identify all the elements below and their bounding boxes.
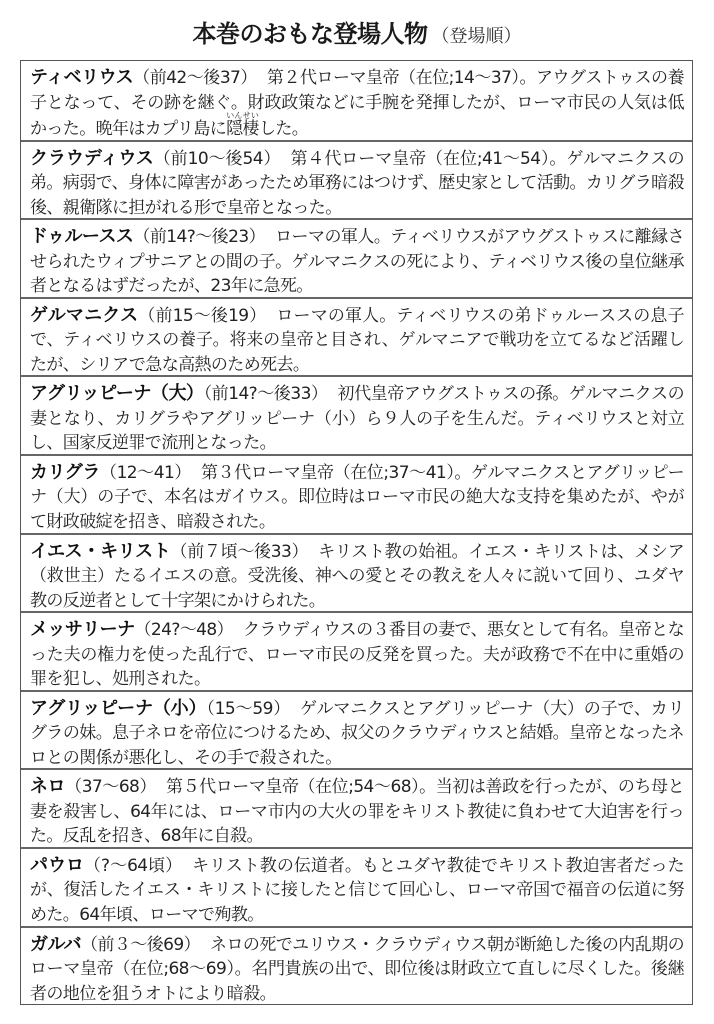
character-description: ネロの死でユリウス・クラウディウス朝が断絶した後の内乱期のローマ皇帝（在位;68〜69）。名門貴族の出で、即位後は財政立て直しに尽くした。後継者の地位を狙うオトにより暗殺。 [30,934,684,1004]
character-entry-nero [21,768,692,847]
character-entry-caligula [21,454,692,533]
character-dates: （37〜68） [65,777,157,798]
character-description: キリスト教の伝道者。もとユダヤ教徒でキリスト教迫害者だったが、復活したイエス・キリストに接したと信じて回心し、ローマ帝国で福音の伝道に努めた。64年頃、ローマで殉教。 [30,855,685,925]
description-text: した。 [258,118,309,139]
character-dates: （前42〜後37） [133,68,257,88]
description-text: 第２代ローマ皇帝（在位;14〜37）。アウグストゥスの養子となって、その跡を継ぐ。財政政策などに手腕を発揮したが、ローマ市民の人気は低かった。晩年はカプリ島に [30,68,684,139]
character-entry-agrippina-elder [21,375,692,454]
ruby-base: 隠棲 [226,118,259,139]
character-description: キリスト教の始祖。イエス・キリストは、メシア（救世主）たるイエスの意。受洗後、神への愛とその教えを人々に説いて回り、ユダヤ教の反逆者として十字架にかけられた。 [30,541,684,611]
page-title: 本巻のおもな登場人物 [192,20,428,48]
character-name: ティベリウス [30,67,134,88]
character-name: アグリッピーナ（小） [30,697,207,719]
character-name: クラウディウス [30,147,154,169]
character-dates: （?〜64頃） [84,855,183,876]
character-entry-messalina [21,611,692,690]
character-dates: （前14?〜後23） [133,227,266,248]
character-description: 第３代ローマ皇帝（在位;37〜41）。ゲルマニクスとアグリッピーナ（大）の子で、本名はガイウス。即位時はローマ市民の絶大な支持を集めたが、やがて財政破綻を招き、暗殺された。 [30,462,684,532]
character-description: 第４代ローマ皇帝（在位;41〜54）。ゲルマニクスの弟。病弱で、身体に障害があったため軍務にはつけず、歴史家として活動。カリグラ暗殺後、親衛隊に担がれる形で皇帝となった。 [30,148,684,218]
character-dates: （前15〜後19） [138,305,267,326]
character-name: ネロ [30,776,66,798]
character-dates: （前10〜後54） [153,148,281,169]
character-entry-jesus [21,533,692,612]
character-name: アグリッピーナ（大） [30,383,204,405]
page-header [0,14,714,49]
character-name: ガルバ [30,933,82,955]
character-name: カリグラ [30,461,100,483]
character-entry-claudius [21,140,692,219]
character-dates: （前14?〜後33） [203,384,328,405]
character-list [20,60,693,1005]
character-dates: （前７頃〜後33） [170,541,309,562]
character-description: ローマの軍人。ティベリウスの弟ドゥルーススの息子で、ティベリウスの養子。将来の皇帝と目され、ゲルマニアで戦功を立てるなど活躍したが、シリアで急な高熱のため死去。 [30,305,684,375]
character-dates: （12〜41） [99,462,191,483]
character-entry-galba [21,926,692,1005]
character-name: ゲルマニクス [30,304,139,326]
character-name: パウロ [30,854,85,876]
character-entry-paul [21,847,692,926]
character-description: クラウディウスの３番目の妻で、悪女として有名。皇帝となった夫の権力を使った乱行で、ローマ市民の反発を買った。夫が政務で不在中に重婚の罪を犯し、処刑された。 [30,620,684,690]
character-description: 第５代ローマ皇帝（在位;54〜68）。当初は善政を行ったが、のち母と妻を殺害し、64年には、ローマ市内の大火の罪をキリスト教徒に負わせて大迫害を行った。反乱を招き、68年に自殺。 [30,777,684,847]
character-description: 初代皇帝アウグストゥスの孫。ゲルマニクスの妻となり、カリグラやアグリッピーナ（小）ら９人の子を生んだ。ティベリウスと対立し、国家反逆罪で流刑となった。 [30,384,684,454]
page-subtitle: （登場順） [431,26,522,47]
character-name: メッサリーナ [30,619,135,641]
character-dates: （前３〜後69） [81,934,201,955]
character-name: イエス・キリスト [30,540,171,562]
character-entry-agrippina-younger [21,690,692,769]
character-description: ゲルマニクスとアグリッピーナ（大）の子で、カリグラの妹。息子ネロを帝位につけるため、叔父のクラウディウスと結婚。皇帝となったネロとの関係が悪化し、その手で殺された。 [30,698,684,768]
character-entry-tiberius [21,61,692,140]
character-name: ドゥルースス [30,226,134,248]
character-dates: （15〜59） [206,698,291,719]
character-dates: （24?〜48） [134,620,234,641]
ruby-text: いんせい [226,110,259,120]
character-description: ローマの軍人。ティベリウスがアウグストゥスに離縁させられたウィプサニアとの間の子。ゲルマニクスの死により、ティベリウス後の皇位継承者となるはずだったが、23年に急死。 [30,227,684,297]
ruby-annotation [226,110,259,139]
character-entry-drusus [21,218,692,297]
character-entry-germanicus [21,297,692,376]
